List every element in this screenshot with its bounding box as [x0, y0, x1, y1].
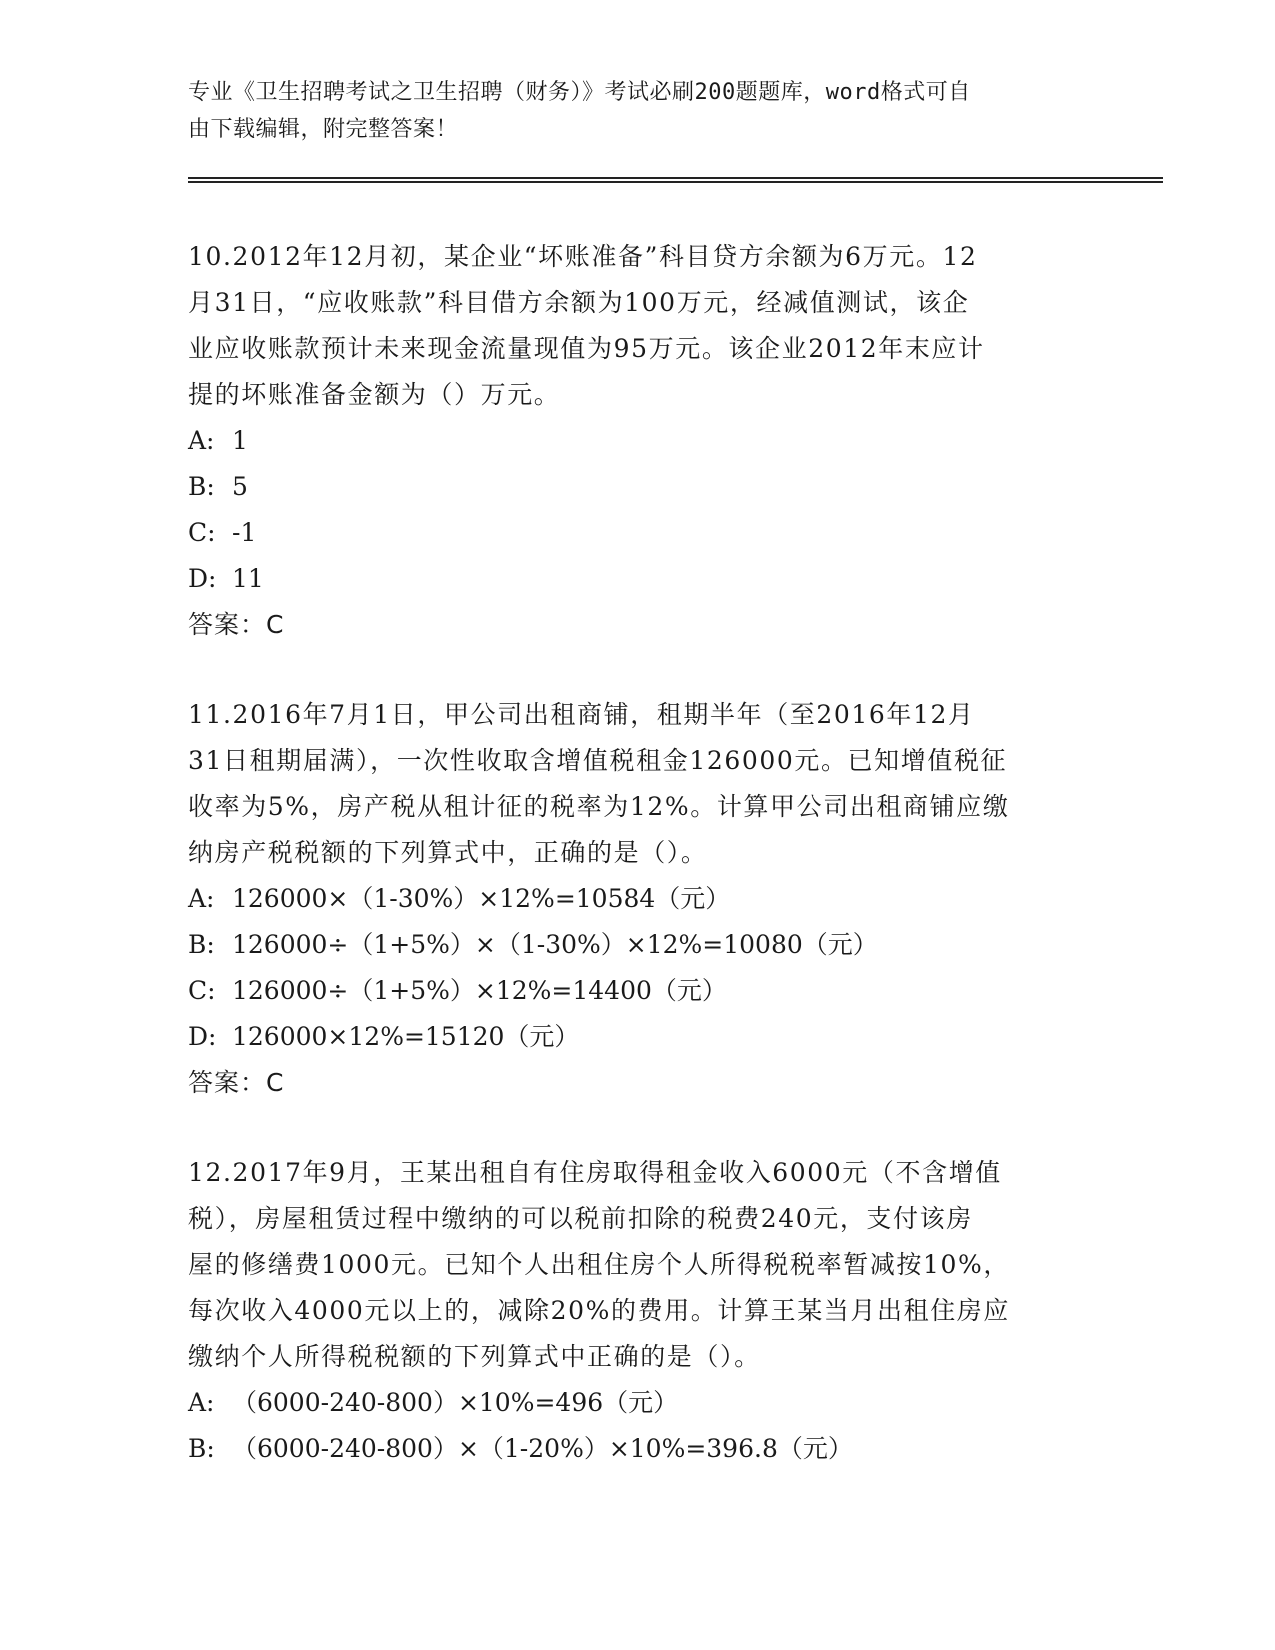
option-text: （6000-240-800）×（1-20%）×10%=396.8（元）: [232, 1434, 853, 1463]
option-d: [188, 1014, 1088, 1060]
option-text: -1: [232, 518, 257, 547]
option-letter: A:: [188, 426, 215, 455]
option-letter: D:: [188, 564, 217, 593]
option-text: 126000÷（1+5%）×12%=14400（元）: [232, 976, 727, 1005]
option-text: 126000÷（1+5%）×（1-30%）×12%=10080（元）: [232, 930, 878, 959]
option-text: （6000-240-800）×10%=496（元）: [232, 1388, 679, 1417]
question-stem-line: 10.2012年12月初，某企业“坏账准备”科目贷方余额为6万元。12: [188, 242, 978, 271]
option-b: [188, 464, 1088, 510]
question-12: [188, 1150, 1088, 1472]
answer-label: 答案：C: [188, 610, 285, 639]
question-stem-line: 31日租期届满），一次性收取含增值税租金126000元。已知增值税征: [188, 746, 1008, 775]
option-c: [188, 968, 1088, 1014]
option-d: [188, 556, 1088, 602]
option-c: [188, 510, 1088, 556]
question-10: [188, 234, 1088, 648]
question-stem-line: 缴纳个人所得税税额的下列算式中正确的是（）。: [188, 1342, 761, 1371]
option-letter: A:: [188, 1388, 215, 1417]
question-stem-line: 11.2016年7月1日，甲公司出租商铺，租期半年（至2016年12月: [188, 700, 975, 729]
question-stem-line: 12.2017年9月，王某出租自有住房取得租金收入6000元（不含增值: [188, 1158, 1002, 1187]
option-b: [188, 1426, 1088, 1472]
document-header: [188, 74, 1088, 148]
question-stem-line: 提的坏账准备金额为（）万元。: [188, 380, 561, 409]
option-text: 1: [232, 426, 248, 455]
question-stem-line: 纳房产税税额的下列算式中，正确的是（）。: [188, 838, 708, 867]
answer-label: 答案：C: [188, 1068, 285, 1097]
question-stem-line: 每次收入4000元以上的，减除20%的费用。计算王某当月出租住房应: [188, 1296, 1010, 1325]
question-stem-line: 业应收账款预计未来现金流量现值为95万元。该企业2012年末应计: [188, 334, 985, 363]
option-b: [188, 922, 1088, 968]
question-11: [188, 692, 1088, 1106]
option-letter: B:: [188, 1434, 215, 1463]
option-letter: C:: [188, 518, 216, 547]
header-line-1: 专业《卫生招聘考试之卫生招聘（财务）》考试必刷200题题库，word格式可自: [188, 80, 971, 105]
option-a: [188, 876, 1088, 922]
question-stem-line: 月31日，“应收账款”科目借方余额为100万元，经减值测试，该企: [188, 288, 970, 317]
question-stem-line: 收率为5%，房产税从租计征的税率为12%。计算甲公司出租商铺应缴: [188, 792, 1010, 821]
option-letter: B:: [188, 930, 215, 959]
option-a: [188, 418, 1088, 464]
option-letter: C:: [188, 976, 216, 1005]
question-stem-line: 税），房屋租赁过程中缴纳的可以税前扣除的税费240元，支付该房: [188, 1204, 973, 1233]
option-text: 5: [232, 472, 248, 501]
option-letter: A:: [188, 884, 215, 913]
option-letter: B:: [188, 472, 215, 501]
header-line-2: 由下载编辑，附完整答案！: [188, 117, 459, 142]
question-stem-line: 屋的修缮费1000元。已知个人出租住房个人所得税税率暂减按10%，: [188, 1250, 1010, 1279]
option-letter: D:: [188, 1022, 217, 1051]
header-divider: [188, 177, 1163, 183]
option-text: 11: [232, 564, 264, 593]
option-text: 126000×（1-30%）×12%=10584（元）: [232, 884, 731, 913]
option-text: 126000×12%=15120（元）: [232, 1022, 580, 1051]
option-a: [188, 1380, 1088, 1426]
